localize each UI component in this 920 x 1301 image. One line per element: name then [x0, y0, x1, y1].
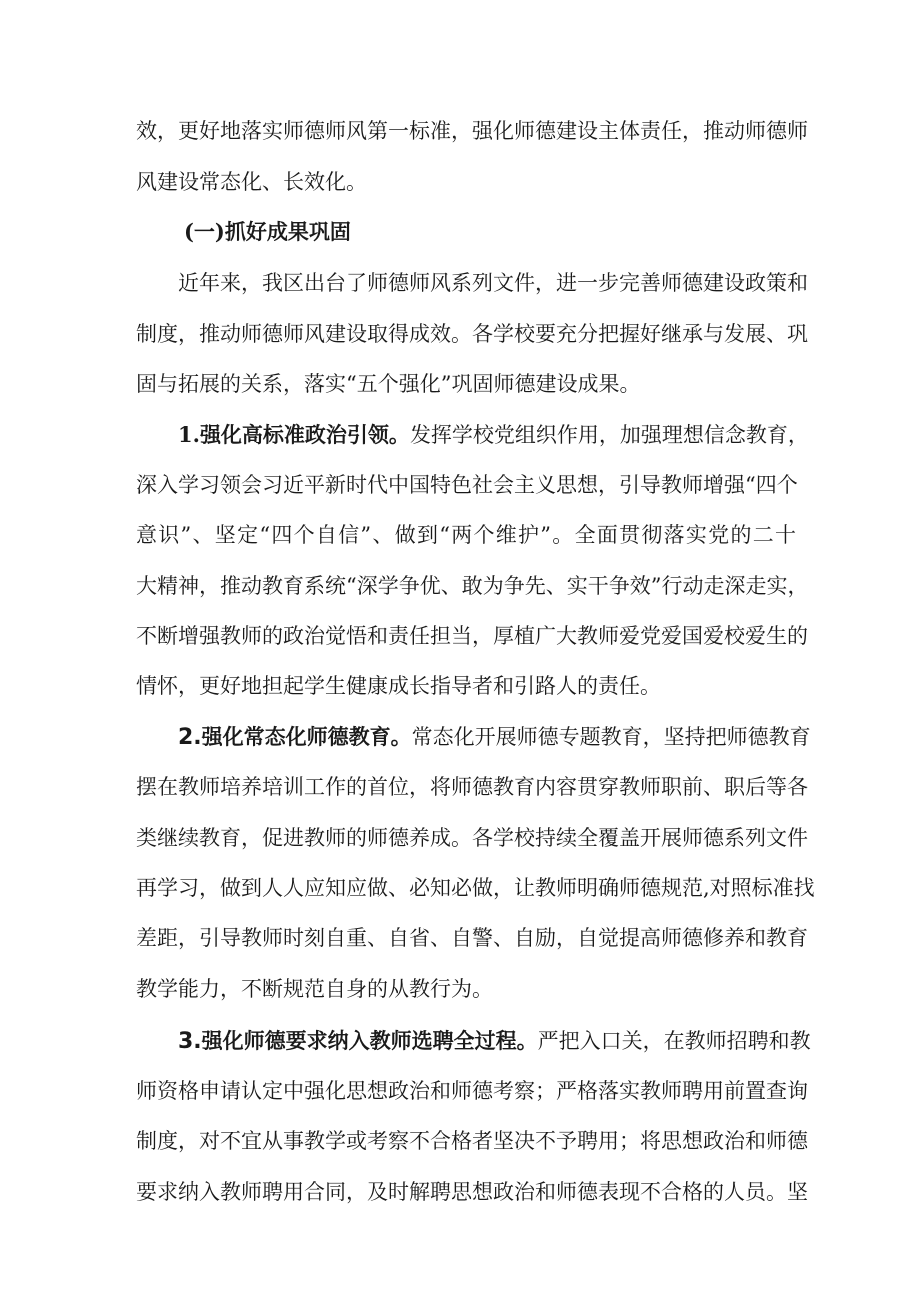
item1-line-6: 情怀，更好地担起学生健康成长指导者和引路人的责任。	[136, 674, 661, 698]
item3-first-line	[178, 1027, 811, 1056]
item1-title: 强化高标准政治引领。	[199, 422, 410, 447]
item2-title: 强化常态化师德教育。	[201, 724, 412, 749]
section-heading: (一)抓好成果巩固	[184, 219, 351, 244]
item2-first-line-rest: 常态化开展师德专题教育，坚持把师德教育	[411, 725, 811, 749]
intro-line-2: 风建设常态化、长效化。	[136, 170, 367, 194]
item3-line-4: 要求纳入教师聘用合同，及时解聘思想政治和师德表现不合格的人员。坚	[136, 1180, 808, 1204]
item3-title: 强化师德要求纳入教师选聘全过程。	[201, 1028, 538, 1053]
item1-line-5: 不断增强教师的政治觉悟和责任担当，厚植广大教师爱党爱国爱校爱生的	[136, 624, 808, 648]
item2-line-6: 教学能力，不断规范自身的从教行为。	[136, 977, 493, 1001]
item3-line-3: 制度，对不宜从事教学或考察不合格者坚决不予聘用；将思想政治和师德	[136, 1129, 808, 1153]
item1-number: 1.	[178, 422, 200, 447]
item3-line-2: 师资格申请认定中强化思想政治和师德考察；严格落实教师聘用前置查询	[136, 1079, 808, 1103]
item2-line-3: 类继续教育，促进教师的师德养成。各学校持续全覆盖开展师德系列文件	[136, 826, 808, 850]
item2-line-2: 摆在教师培养培训工作的首位，将师德教育内容贯穿教师职前、职后等各	[136, 775, 808, 799]
para-intro-line-3: 固与拓展的关系，落实“五个强化”巩固师德建设成果。	[136, 372, 641, 396]
item1-line-2: 深入学习领会习近平新时代中国特色社会主义思想，引导教师增强“四个	[136, 473, 798, 497]
para-intro-line-1: 近年来，我区出台了师德师风系列文件，进一步完善师德建设政策和	[178, 271, 808, 295]
item3-first-line-rest: 严把入口关，在教师招聘和教	[537, 1029, 811, 1053]
item1-line-4: 大精神，推动教育系统“深学争优、敢为争先、实干争效”行动走深走实，	[136, 574, 809, 598]
item2-line-4: 再学习，做到人人应知应做、必知必做，让教师明确师德规范,对照标准找	[136, 876, 815, 900]
item2-first-line	[178, 723, 811, 752]
intro-line-1: 效，更好地落实师德师风第一标准，强化师德建设主体责任，推动师德师	[136, 119, 808, 143]
item2-number: 2.	[178, 725, 202, 750]
item1-first-line-rest: 发挥学校党组织作用，加强理想信念教育，	[409, 423, 809, 447]
item1-line-3: 意识”、坚定“四个自信”、做到“两个维护”。全面贯彻落实党的二十	[136, 523, 796, 547]
item2-line-5: 差距，引导教师时刻自重、自省、自警、自励，自觉提高师德修养和教育	[136, 926, 808, 950]
item3-number: 3.	[178, 1029, 202, 1054]
para-intro-line-2: 制度，推动师德师风建设取得成效。各学校要充分把握好继承与发展、巩	[136, 322, 808, 346]
item1-first-line	[178, 421, 809, 449]
